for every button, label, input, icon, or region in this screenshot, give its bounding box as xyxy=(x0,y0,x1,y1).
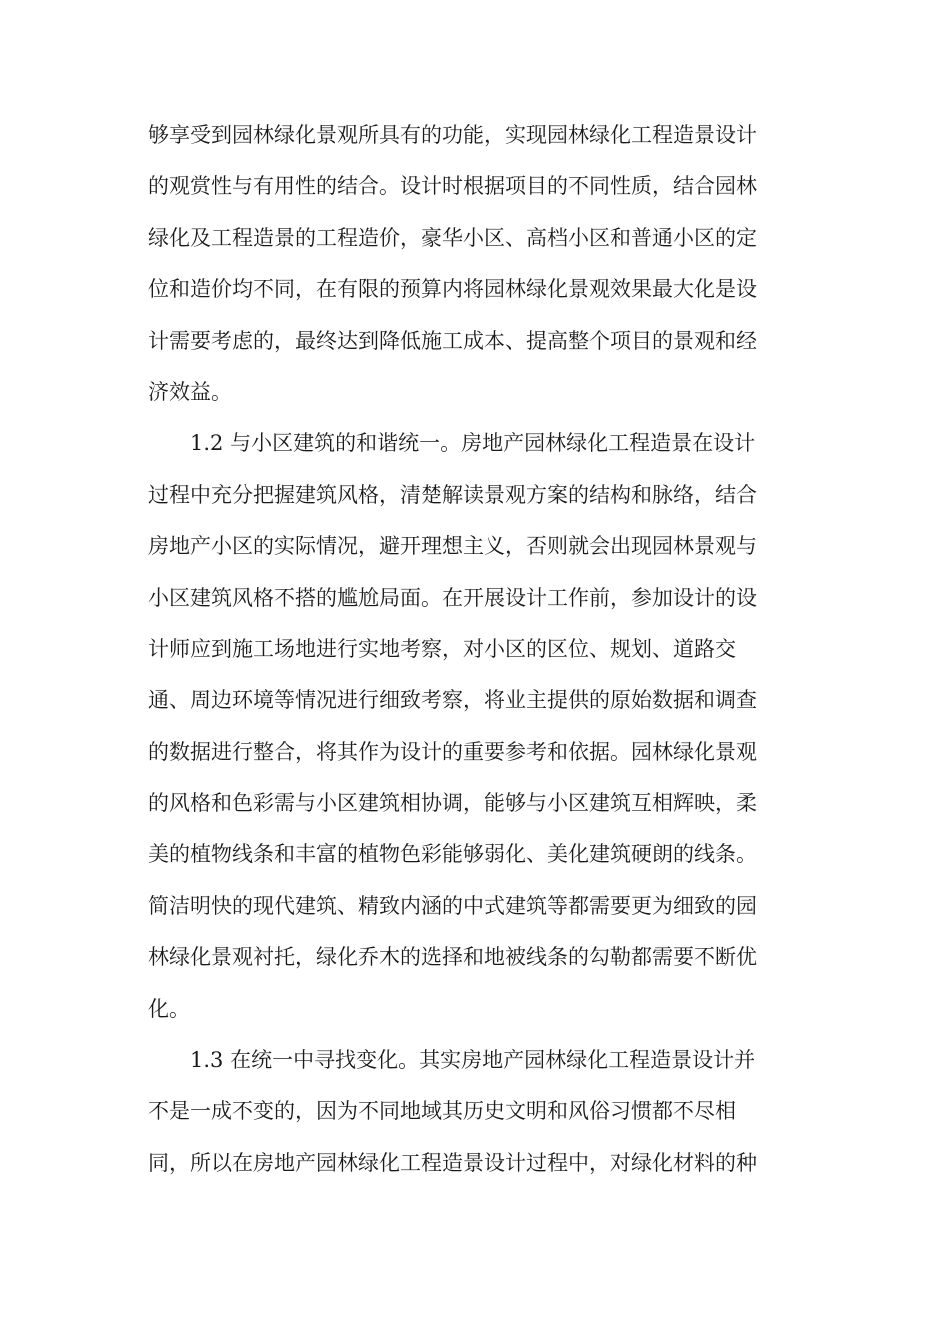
body-text xyxy=(148,110,808,1189)
text-line: 济效益。 xyxy=(148,379,232,404)
text-line: 的观赏性与有用性的结合。设计时根据项目的不同性质，结合园林 xyxy=(148,174,757,199)
text-line: 房地产小区的实际情况，避开理想主义，否则就会出现园林景观与 xyxy=(148,534,757,559)
text-line: 化。 xyxy=(148,996,190,1021)
text-line: 过程中充分把握建筑风格，清楚解读景观方案的结构和脉络，结合 xyxy=(148,482,757,507)
text-line: 不是一成不变的，因为不同地域其历史文明和风俗习惯都不尽相 xyxy=(148,1099,736,1124)
text-line: 绿化及工程造景的工程造价，豪华小区、高档小区和普通小区的定 xyxy=(148,225,757,250)
text-line: 美的植物线条和丰富的植物色彩能够弱化、美化建筑硬朗的线条。 xyxy=(148,842,757,867)
text-line: 位和造价均不同，在有限的预算内将园林绿化景观效果最大化是设 xyxy=(148,277,757,302)
text-line: 的风格和色彩需与小区建筑相协调，能够与小区建筑互相辉映，柔 xyxy=(148,791,757,816)
text-line: 够享受到园林绿化景观所具有的功能，实现园林绿化工程造景设计 xyxy=(148,123,757,147)
text-line: 通、周边环境等情况进行细致考察，将业主提供的原始数据和调查 xyxy=(148,688,757,713)
text-line: 林绿化景观衬托，绿化乔木的选择和地被线条的勾勒都需要不断优 xyxy=(148,945,757,970)
paragraph-first-line: 1.2 与小区建筑的和谐统一。房地产园林绿化工程造景在设计 xyxy=(190,431,756,456)
text-line: 简洁明快的现代建筑、精致内涵的中式建筑等都需要更为细致的园 xyxy=(148,893,757,918)
text-line: 计需要考虑的，最终达到降低施工成本、提高整个项目的景观和经 xyxy=(148,328,757,353)
text-line: 小区建筑风格不搭的尴尬局面。在开展设计工作前，参加设计的设 xyxy=(148,585,757,610)
paragraph-first-line: 1.3 在统一中寻找变化。其实房地产园林绿化工程造景设计并 xyxy=(190,1048,756,1073)
text-line: 计师应到施工场地进行实地考察，对小区的区位、规划、道路交 xyxy=(148,636,736,661)
text-line: 同，所以在房地产园林绿化工程造景设计过程中，对绿化材料的种 xyxy=(148,1150,757,1175)
text-line: 的数据进行整合，将其作为设计的重要参考和依据。园林绿化景观 xyxy=(148,739,757,764)
